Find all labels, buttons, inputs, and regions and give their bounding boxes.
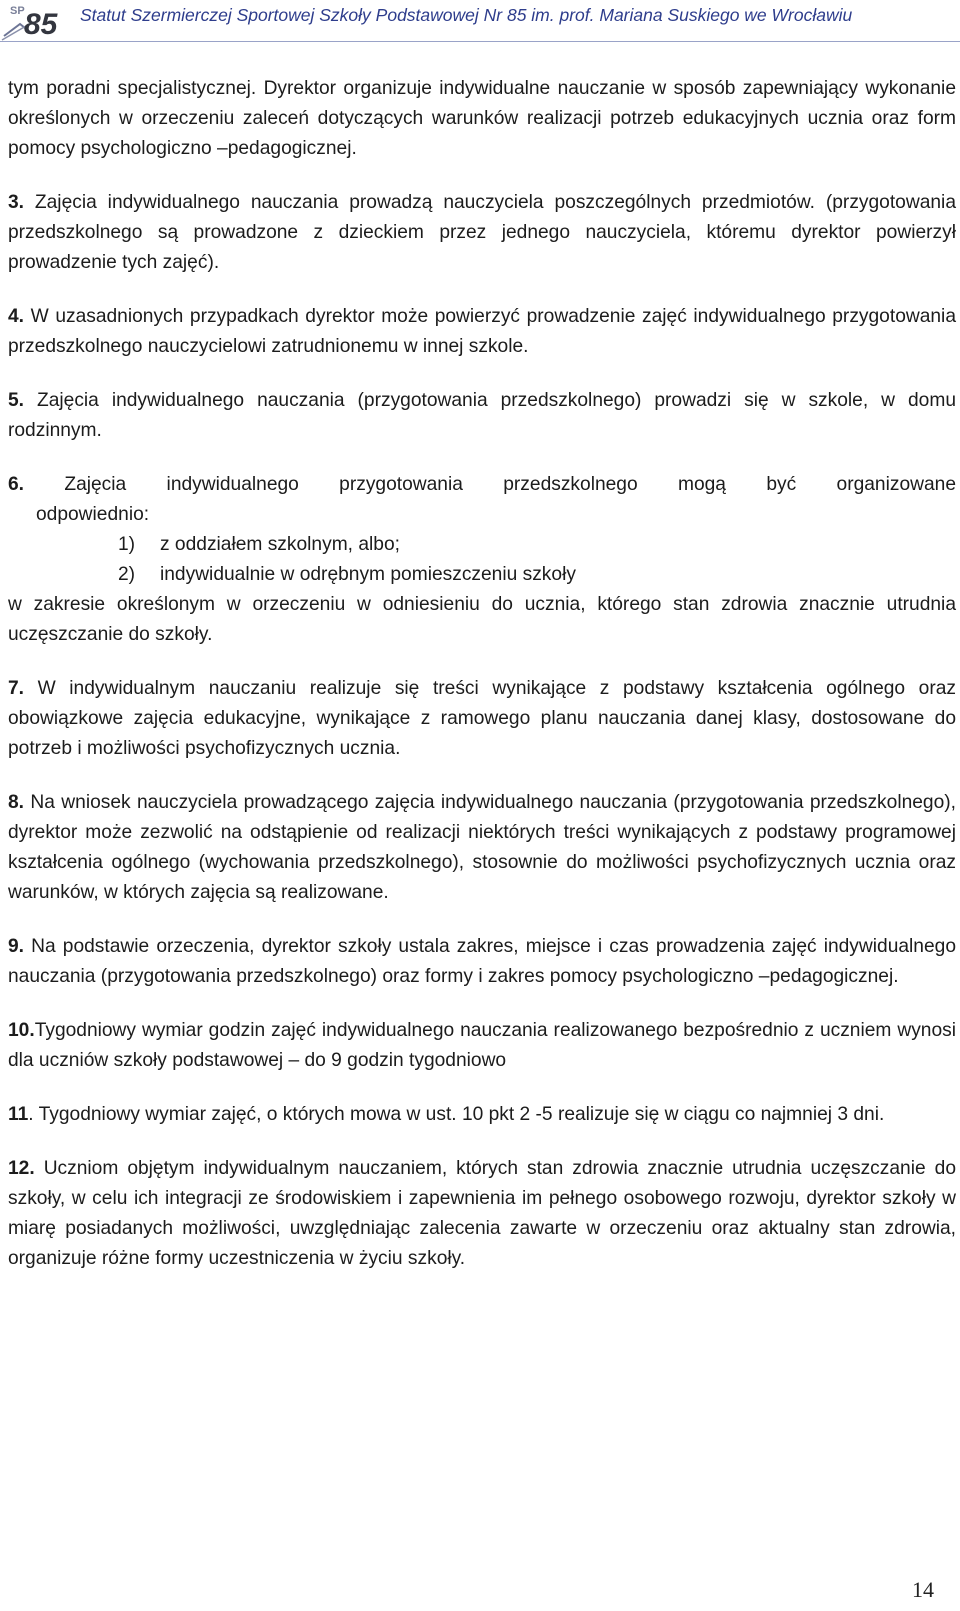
- paragraph-9: [8, 932, 956, 992]
- list-item: [8, 530, 956, 560]
- paragraph-10: [8, 1016, 956, 1076]
- list-item-text: indywidualnie w odrębnym pomieszczeniu szkoły: [160, 564, 576, 585]
- svg-text:SP: SP: [10, 5, 25, 17]
- paragraph-text: Uczniom objętym indywidualnym nauczaniem, których stan zdrowia znacznie utrudnia uczęszczanie do szkoły, w celu ich integracji ze środowiskiem i zapewnienia im pełnego osobowego rozwoju, dyrektor szkoły w miarę posiadanych możliwości, uwzględniając zalecenia zawarte w orzeczeniu oraz aktualny stan zdrowia, organizuje różne formy uczestniczenia w życiu szkoły.: [8, 1158, 956, 1269]
- paragraph-number: 10.: [8, 1020, 35, 1041]
- list-marker: 2): [118, 564, 136, 585]
- paragraph-text: Zajęcia indywidualnego nauczania (przygotowania przedszkolnego) prowadzi się w szkole, w domu rodzinnym.: [8, 390, 956, 441]
- paragraph-number: 12.: [8, 1158, 35, 1179]
- paragraph-6-intro-continued: odpowiednio:: [36, 504, 150, 525]
- paragraph-text: . Tygodniowy wymiar zajęć, o których mowa w ust. 10 pkt 2 -5 realizuje się w ciągu co najmniej 3 dni.: [28, 1104, 885, 1125]
- paragraph-text: Tygodniowy wymiar godzin zajęć indywidualnego nauczania realizowanego bezpośrednio z uczniem wynosi dla uczniów szkoły podstawowej – do 9 godzin tygodniowo: [8, 1020, 956, 1071]
- paragraph-5: [8, 386, 956, 446]
- paragraph-text: W indywidualnym nauczaniu realizuje się treści wynikające z podstawy kształcenia ogólnego oraz obowiązkowe zajęcia edukacyjne, wynikające z ramowego planu nauczania danej klasy, dostosowane do potrzeb i możliwości psychofizycznych ucznia.: [8, 678, 956, 759]
- page-header: [0, 0, 960, 44]
- document-body: [8, 74, 956, 1298]
- paragraph-6-intro: [8, 470, 956, 500]
- paragraph-continuation: [8, 74, 956, 164]
- paragraph-text: Zajęcia indywidualnego nauczania prowadzą nauczyciela poszczególnych przedmiotów. (przygotowania przedszkolnego są prowadzone z dzieckiem przez jednego nauczyciela, któremu dyrektor powierzył prowadzenie tych zajęć).: [8, 192, 956, 273]
- paragraph-number: 9.: [8, 936, 25, 957]
- paragraph-number: 4.: [8, 306, 25, 327]
- paragraph-6-closing: w zakresie określonym w orzeczeniu w odniesieniu do ucznia, którego stan zdrowia znacznie utrudnia uczęszczanie do szkoły.: [8, 594, 956, 645]
- paragraph-text: Na podstawie orzeczenia, dyrektor szkoły ustala zakres, miejsce i czas prowadzenia zajęć indywidualnego nauczania (przygotowania przedszkolnego) oraz formy i zakres pomocy psychologiczno –pedagogicznej.: [8, 936, 956, 987]
- school-logo: [0, 0, 72, 42]
- paragraph-12: [8, 1154, 956, 1274]
- paragraph-text: Zajęcia indywidualnego przygotowania przedszkolnego mogą być organizowane: [24, 474, 956, 495]
- header-divider: [0, 41, 960, 42]
- paragraph-number: 3.: [8, 192, 25, 213]
- paragraph-7: [8, 674, 956, 764]
- page-number: 14: [912, 1577, 934, 1602]
- list-item: [8, 560, 956, 590]
- paragraph-3: [8, 188, 956, 278]
- paragraph-11: [8, 1100, 956, 1130]
- paragraph-number: 5.: [8, 390, 25, 411]
- svg-text:85: 85: [24, 8, 58, 41]
- paragraph-6: [8, 470, 956, 650]
- list-item-text: z oddziałem szkolnym, albo;: [160, 534, 400, 555]
- paragraph-text: Na wniosek nauczyciela prowadzącego zajęcia indywidualnego nauczania (przygotowania przedszkolnego), dyrektor może zezwolić na odstąpienie od realizacji niektórych treści wynikających z podstawy programowej kształcenia ogólnego (wychowania przedszkolnego), stosownie do możliwości psychofizycznych ucznia oraz warunków, w których zajęcia są realizowane.: [8, 792, 956, 903]
- paragraph-number: 7.: [8, 678, 25, 699]
- paragraph-4: [8, 302, 956, 362]
- paragraph-number: 11: [8, 1104, 29, 1125]
- paragraph-text: W uzasadnionych przypadkach dyrektor może powierzyć prowadzenie zajęć indywidualnego przygotowania przedszkolnego nauczycielowi zatrudnionemu w innej szkole.: [8, 306, 956, 357]
- paragraph-number: 6.: [8, 474, 25, 495]
- paragraph-number: 8.: [8, 792, 25, 813]
- list-marker: 1): [118, 534, 136, 555]
- paragraph-text: tym poradni specjalistycznej. Dyrektor organizuje indywidualne nauczanie w sposób zapewniający wykonanie określonych w orzeczeniu zaleceń dotyczących warunków realizacji potrzeb edukacyjnych ucznia oraz form pomocy psychologiczno –pedagogicznej.: [8, 78, 956, 159]
- document-title: Statut Szermierczej Sportowej Szkoły Podstawowej Nr 85 im. prof. Mariana Suskiego we Wrocławiu: [80, 5, 853, 25]
- paragraph-8: [8, 788, 956, 908]
